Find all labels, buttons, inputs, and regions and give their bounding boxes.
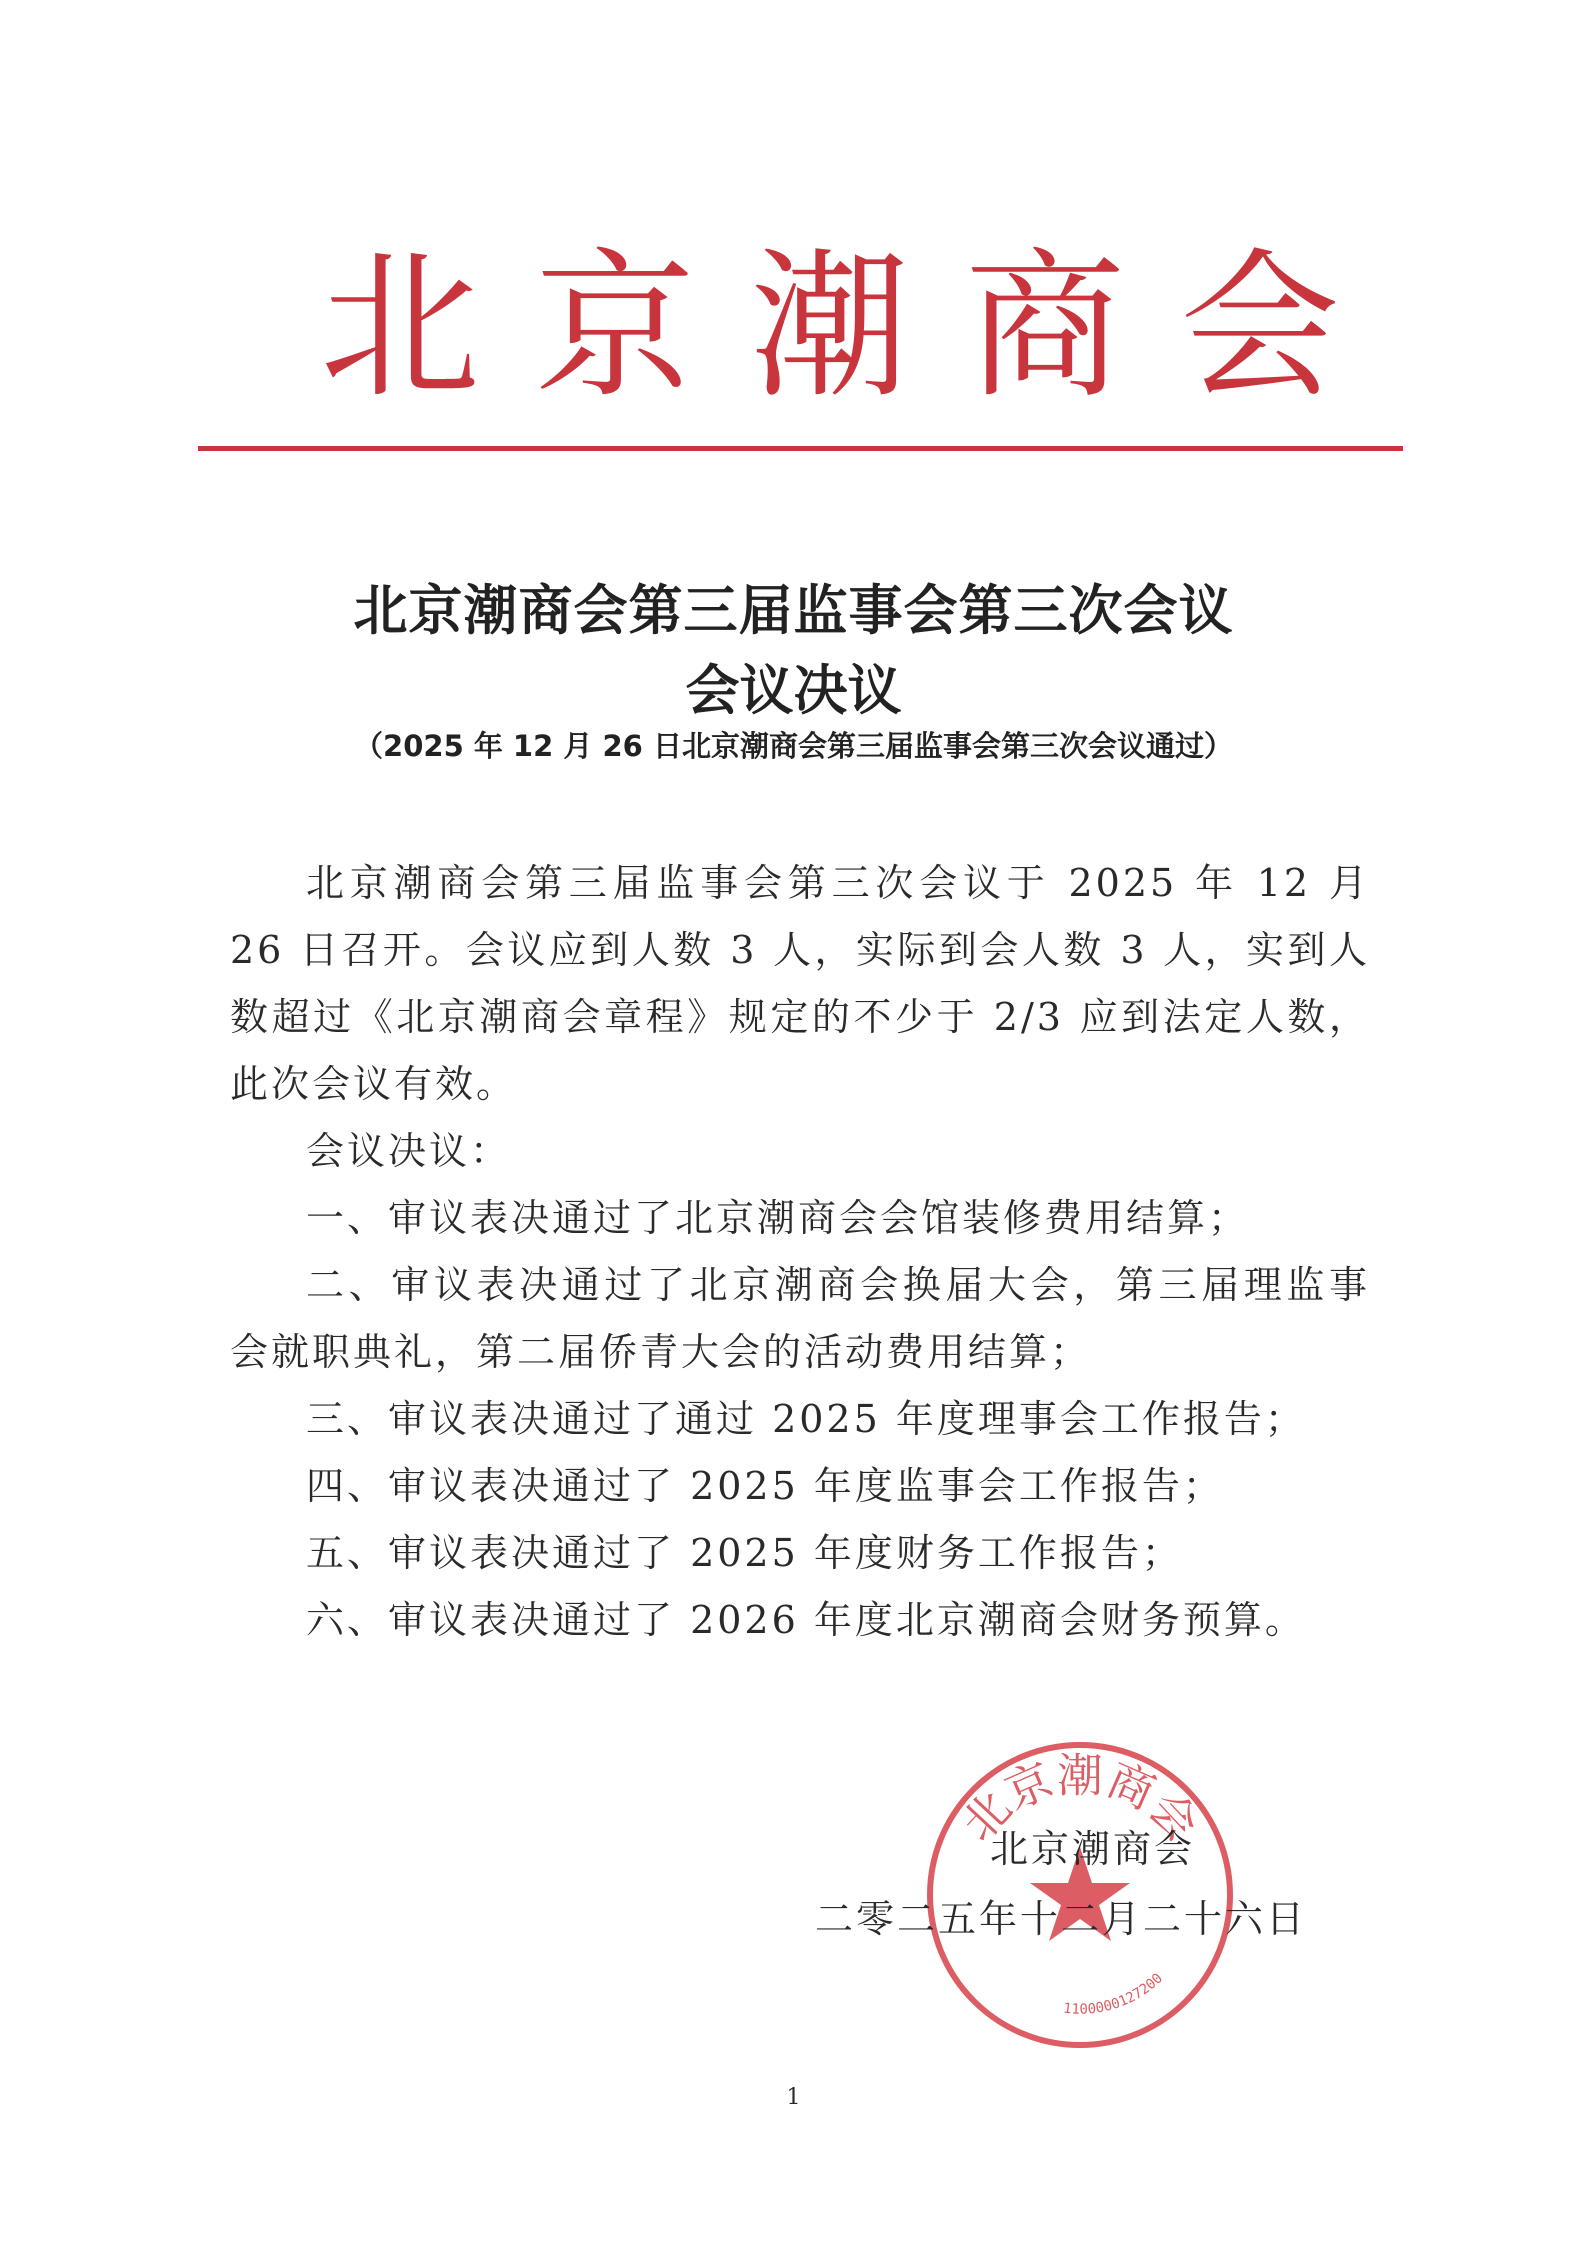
resolutions-heading: 会议决议： <box>306 1129 512 1173</box>
resolution-item: 五、审议表决通过了 2025 年度财务工作报告； <box>306 1531 1183 1575</box>
masthead <box>200 222 1400 432</box>
masthead-divider <box>198 446 1403 451</box>
masthead-char: 潮 <box>749 233 910 420</box>
document-body <box>230 850 1370 1654</box>
resolution-item: 三、审议表决通过了通过 2025 年度理事会工作报告； <box>306 1397 1306 1441</box>
resolution-item: 六、审议表决通过了 2026 年度北京潮商会财务预算。 <box>306 1598 1306 1642</box>
seal-name-text: 北京潮商会 <box>950 1748 1210 1852</box>
signature-organization: 北京潮商会 <box>990 1827 1196 1871</box>
resolution-item: 四、审议表决通过了 2025 年度监事会工作报告； <box>306 1464 1224 1508</box>
masthead-char: 京 <box>534 233 695 420</box>
masthead-char: 会 <box>1179 233 1340 420</box>
page-number: 1 <box>786 2085 801 2110</box>
seal-number-text: 1100000127200 <box>1062 1970 1166 2018</box>
intro-paragraph: 北京潮商会第三届监事会第三次会议于 2025 年 12 月 26 日召开。会议应到人数 3 人，实际到会人数 3 人，实到人数超过《北京潮商会章程》规定的不少于 2/3 应到法定人数，此次会议有效。 <box>230 861 1370 1106</box>
document-title-line2: 会议决议 <box>685 659 902 722</box>
document-title: 北京潮商会第三届监事会第三次会议 <box>353 579 1234 642</box>
resolution-item: 二、审议表决通过了北京潮商会换届大会，第三届理监事会就职典礼，第二届侨青大会的活动费用结算； <box>230 1263 1370 1374</box>
masthead-char: 商 <box>964 233 1125 420</box>
masthead-char: 北 <box>320 233 481 420</box>
document-subtitle: （2025 年 12 月 26 日北京潮商会第三届监事会第三次会议通过） <box>354 729 1233 763</box>
resolution-item: 一、审议表决通过了北京潮商会会馆装修费用结算； <box>306 1196 1250 1240</box>
signature-date: 二零二五年十二月二十六日 <box>815 1897 1308 1941</box>
